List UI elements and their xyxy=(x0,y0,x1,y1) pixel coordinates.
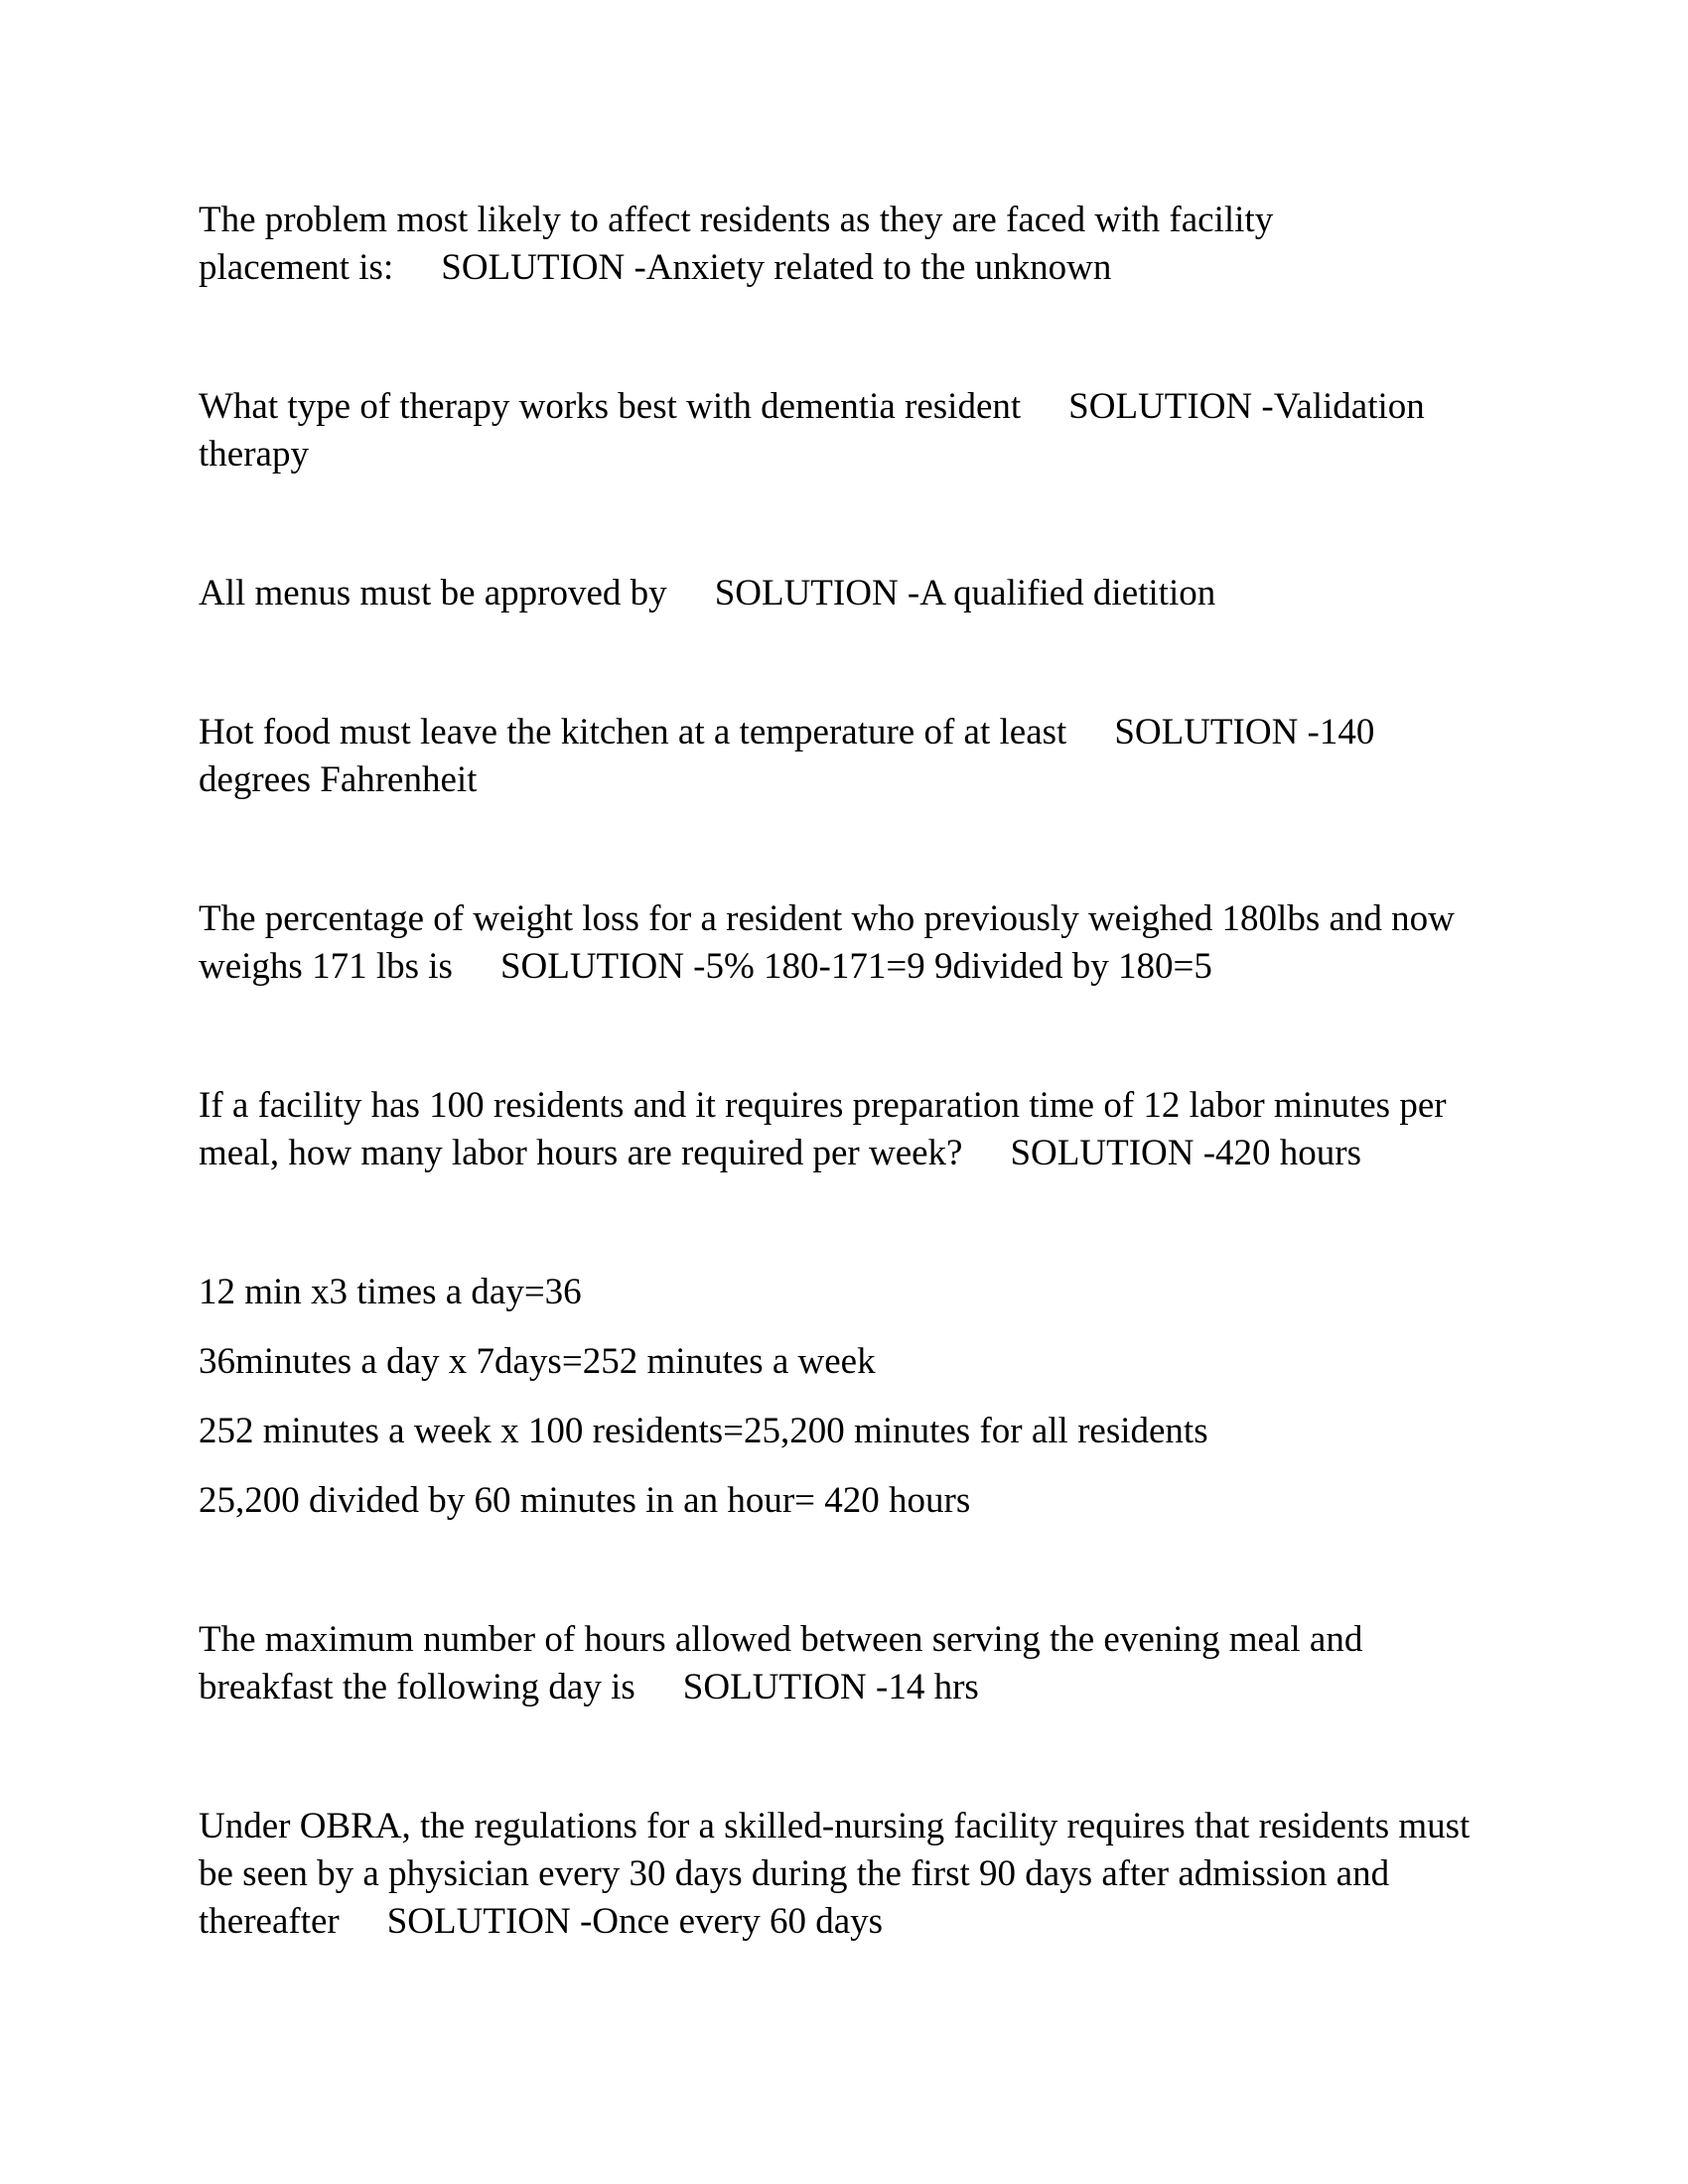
calculation-line: 12 min x3 times a day=36 xyxy=(199,1272,582,1312)
question-text: Under OBRA, the regulations for a skilled-nursing facility requires that residents must be seen by a physician every 30 days during the first 90 days after admission and thereafter xyxy=(199,1806,1471,1942)
question-text: All menus must be approved by xyxy=(199,573,667,614)
question-text: The problem most likely to affect residents as they are faced with facility placement is: xyxy=(199,200,1274,288)
calculation-line: 252 minutes a week x 100 residents=25,200 minutes for all residents xyxy=(199,1411,1208,1451)
question-text: The maximum number of hours allowed between serving the evening meal and breakfast the following day is xyxy=(199,1619,1363,1707)
question-text: The percentage of weight loss for a resident who previously weighed 180lbs and now weighs 171 lbs is xyxy=(199,898,1455,987)
calculation-line: 25,200 divided by 60 minutes in an hour= 420 hours xyxy=(199,1480,971,1521)
answer-text: SOLUTION -Validation therapy xyxy=(199,386,1425,475)
qa-item-1 xyxy=(199,197,1370,292)
qa-item-3 xyxy=(199,570,1509,617)
qa-item-6 xyxy=(199,1082,1489,1177)
answer-text: SOLUTION -140 degrees Fahrenheit xyxy=(199,712,1375,800)
qa-item-7 xyxy=(199,1616,1430,1711)
qa-item-2 xyxy=(199,383,1509,478)
question-text: Hot food must leave the kitchen at a temperature of at least xyxy=(199,712,1067,752)
question-text: If a facility has 100 residents and it requires preparation time of 12 labor minutes per meal, how many labor hours are required per week? xyxy=(199,1085,1447,1173)
qa-item-4 xyxy=(199,709,1450,804)
qa-item-5 xyxy=(199,895,1489,991)
answer-text: SOLUTION -5% 180-171=9 9divided by 180=5 xyxy=(499,946,1212,987)
answer-text: SOLUTION -A qualified dietition xyxy=(714,573,1216,614)
calculation-line: 36minutes a day x 7days=252 minutes a week xyxy=(199,1341,876,1382)
question-text: What type of therapy works best with dementia resident xyxy=(199,386,1022,427)
answer-text: SOLUTION -Anxiety related to the unknown xyxy=(441,247,1112,288)
answer-text: SOLUTION -14 hrs xyxy=(682,1667,979,1707)
answer-text: SOLUTION -420 hours xyxy=(1010,1133,1362,1173)
qa-item-8 xyxy=(199,1803,1489,1946)
answer-text: SOLUTION -Once every 60 days xyxy=(386,1901,884,1942)
